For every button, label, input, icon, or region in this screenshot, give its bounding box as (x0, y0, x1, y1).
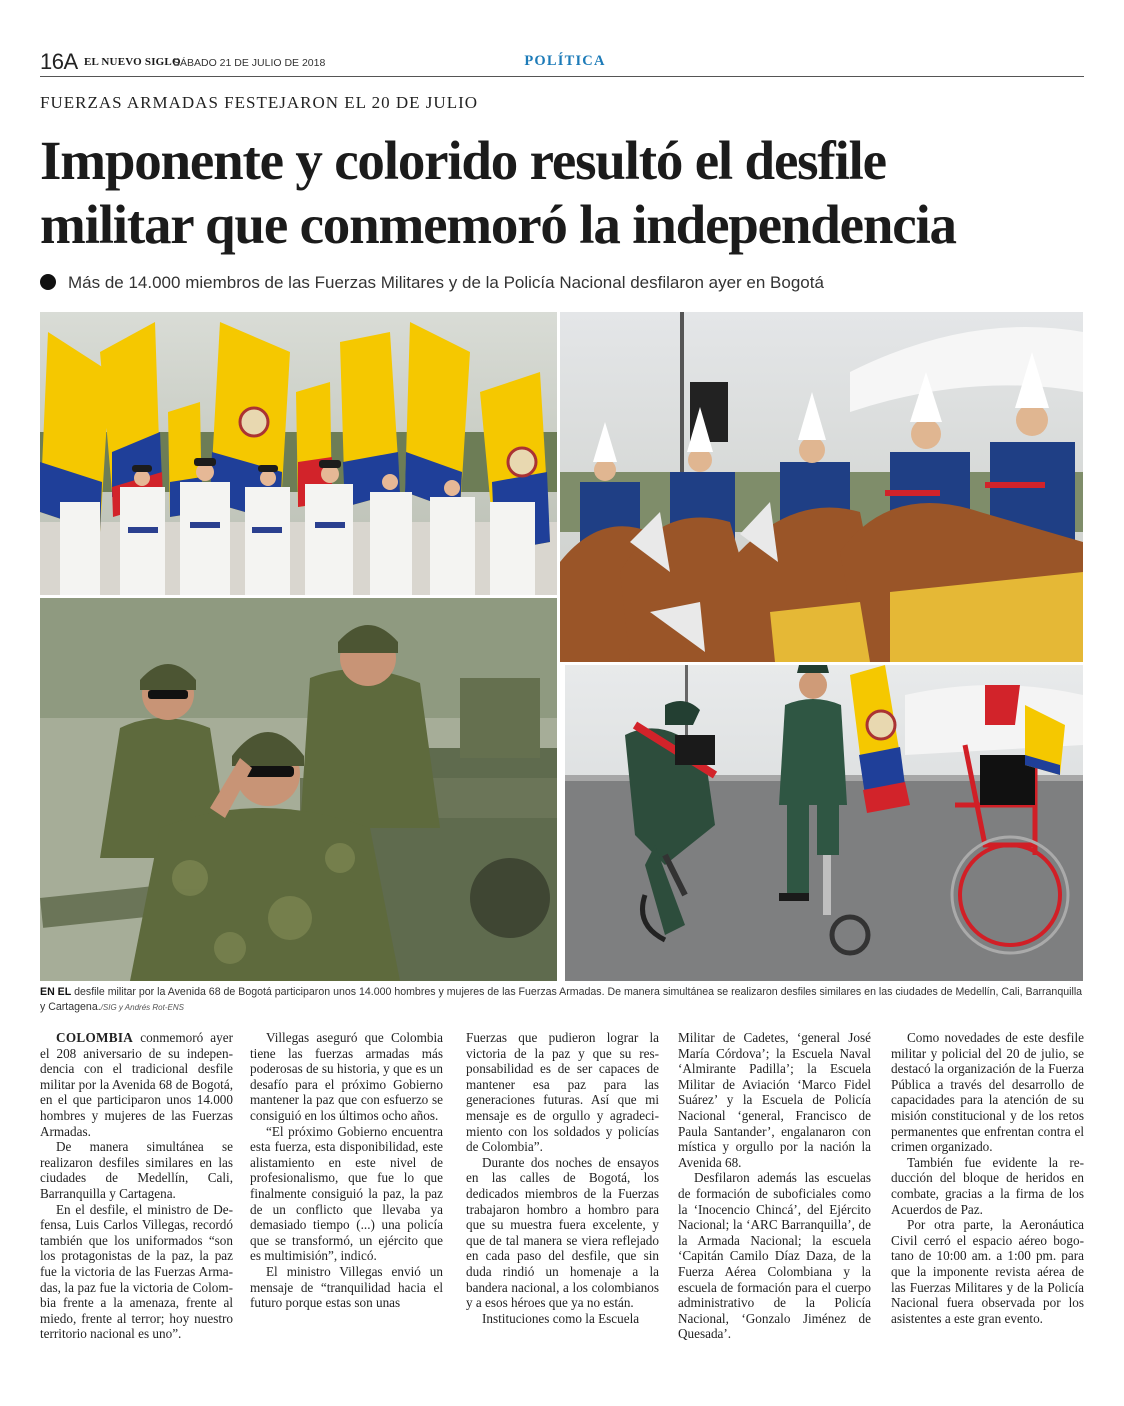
article-headline (40, 129, 1090, 257)
paragraph: COLOMBIA conmemoró ayer el 208 aniversario de su independencia con el tradicional desfile militar por la Avenida 68 de Bogotá, en el que participaron unos 14.000 hombres y mujeres de las Fuerzas Armadas. (40, 1030, 233, 1139)
headline-line-2: militar que conmemoró la independencia (40, 194, 956, 255)
caption-lead: EN EL (40, 986, 72, 998)
photo-soldiers-saluting (40, 598, 557, 981)
page-number: 16A (40, 49, 78, 74)
paragraph: Fuerzas que pudieron lograr la victoria de la paz y que su responsabilidad es de ser capaces de mantener esa paz para las generaciones futuras. Así que mi mensaje es de orgullo y agradecimiento con los soldados y policías de Colombia”. (466, 1030, 659, 1155)
bullet-icon (40, 274, 56, 290)
subhead-text: Más de 14.000 miembros de las Fuerzas Militares y de la Policía Nacional desfilaron ayer en Bogotá (68, 273, 824, 292)
section-label: POLÍTICA (524, 53, 606, 69)
paragraph: Militar de Cadetes, ‘general José María Córdova’; la Escuela Naval ‘Almirante Padilla’; la Escuela Militar de Aviación ‘Marco Fidel Suárez’ y la Escuela de Policía Nacional ‘general, Francisco de Paula Santander’, engalanaron con mística y orgullo por la nación la Avenida 68. (678, 1030, 871, 1170)
paragraph: Instituciones como la Escuela (482, 1310, 640, 1326)
masthead: EL NUEVO SIGLO (84, 56, 181, 68)
article-column-2 (250, 1030, 443, 1311)
photo-cadets-flags (40, 312, 557, 595)
caption-text: desfile militar por la Avenida 68 de Bogotá participaron unos 14.000 hombres y mujeres de las Fuerzas Armadas. De manera simultánea se realizaron desfiles similares en las ciudades de Medellín, Cali, Barranquilla y Cartagena. (40, 986, 1083, 1013)
paragraph: Por otra parte, la Aeronáutica Civil cerró el espacio aéreo bogotano de 10:00 am. a 1:00 pm. para que la imponente revista aérea de las Fuerzas Militares y de la Policía Nacional fuera observada por los asistentes a este gran evento. (891, 1217, 1084, 1326)
article-column-5 (891, 1030, 1084, 1326)
page-header (40, 48, 1084, 77)
article-kicker: FUERZAS ARMADAS FESTEJARON EL 20 DE JULIO (40, 93, 479, 112)
headline-line-1: Imponente y colorido resultó el desfile (40, 130, 886, 191)
article-column-3 (466, 1030, 659, 1326)
paragraph: El ministro Villegas envió un mensaje de “tranquilidad hacia el futuro porque estas son unas (250, 1263, 443, 1311)
article-subhead (40, 273, 1100, 293)
paragraph: En el desfile, el ministro de Defensa, Luis Carlos Villegas, recordó también que los uniformados “son los protagonistas de la paz, la paz fue la victoria de las Fuerzas Armadas, la paz fue la victoria de Colombia frente a la amenaza, frente al miedo, frente al terror; hoy nuestro territorio nacional es uno”. (40, 1201, 233, 1342)
publication-date: SÁBADO 21 DE JULIO DE 2018 (173, 57, 326, 69)
paragraph: Como novedades de este desfile militar y policial del 20 de julio, se destacó la organización de la Fuerza Pública a través del desarrollo de capacidades para la atención de su misión constitucional y de los retos permanentes que enfrentan contra el crimen organizado. (891, 1030, 1084, 1155)
photo-veterans-wheelchair (565, 665, 1083, 981)
caption-credit: /SIG y Andrés Rot-ENS (100, 1003, 184, 1012)
paragraph: Villegas aseguró que Colombia tiene las fuerzas armadas más poderosas de su historia, y que es un desafío para el próximo Gobierno mantener la paz que con esfuerzo se consiguió en los últimos ocho años. (250, 1030, 443, 1123)
paragraph: Durante dos noches de ensayos en las calles de Bogotá, los dedicados miembros de la Fuerzas trabajaron hombro a hombro para que su muestra fuera excelente, y que de tal manera se viera reflejado en cada paso del desfile, que sin duda rindió un homenaje a la bandera nacional, a los colombianos y a esos héroes que ya no están. (466, 1154, 659, 1311)
paragraph: Desfilaron además las escuelas de formación de suboficiales como la ‘Inocencio Chincá’, del Ejército Nacional; la ‘ARC Barranquilla’, de la Armada Nacional; la escuela ‘Capitán Camilo Díaz Daza, de la Fuerza Aérea Colombiana y la escuela de formación para el cuerpo administrativo de la Policía Nacional, ‘Gonzalo Jiménez de Quesada’. (678, 1170, 871, 1342)
article-column-1 (40, 1030, 233, 1342)
body-lead: COLOMBIA (56, 1030, 134, 1045)
paragraph: “El próximo Gobierno encuentra esta fuerza, esta disponibilidad, este alistamiento en este nivel de profesionalismo, que fue lo que finalmente consiguió la paz, la paz de un conflicto que llevaba ya demasiado tiempo (...) una policía que se transformó, un ejército que es multimisión”, indicó. (250, 1123, 443, 1264)
photo-cavalry-guard (560, 312, 1083, 662)
article-column-4 (678, 1030, 871, 1342)
paragraph: De manera simultánea se realizaron desfiles similares en las ciudades de Medellín, Cali, Barranquilla y Cartagena. (40, 1139, 233, 1201)
paragraph: También fue evidente la reducción del bloque de heridos en combate, gracias a la firma de los Acuerdos de Paz. (891, 1154, 1084, 1217)
photo-caption (40, 985, 1086, 1015)
